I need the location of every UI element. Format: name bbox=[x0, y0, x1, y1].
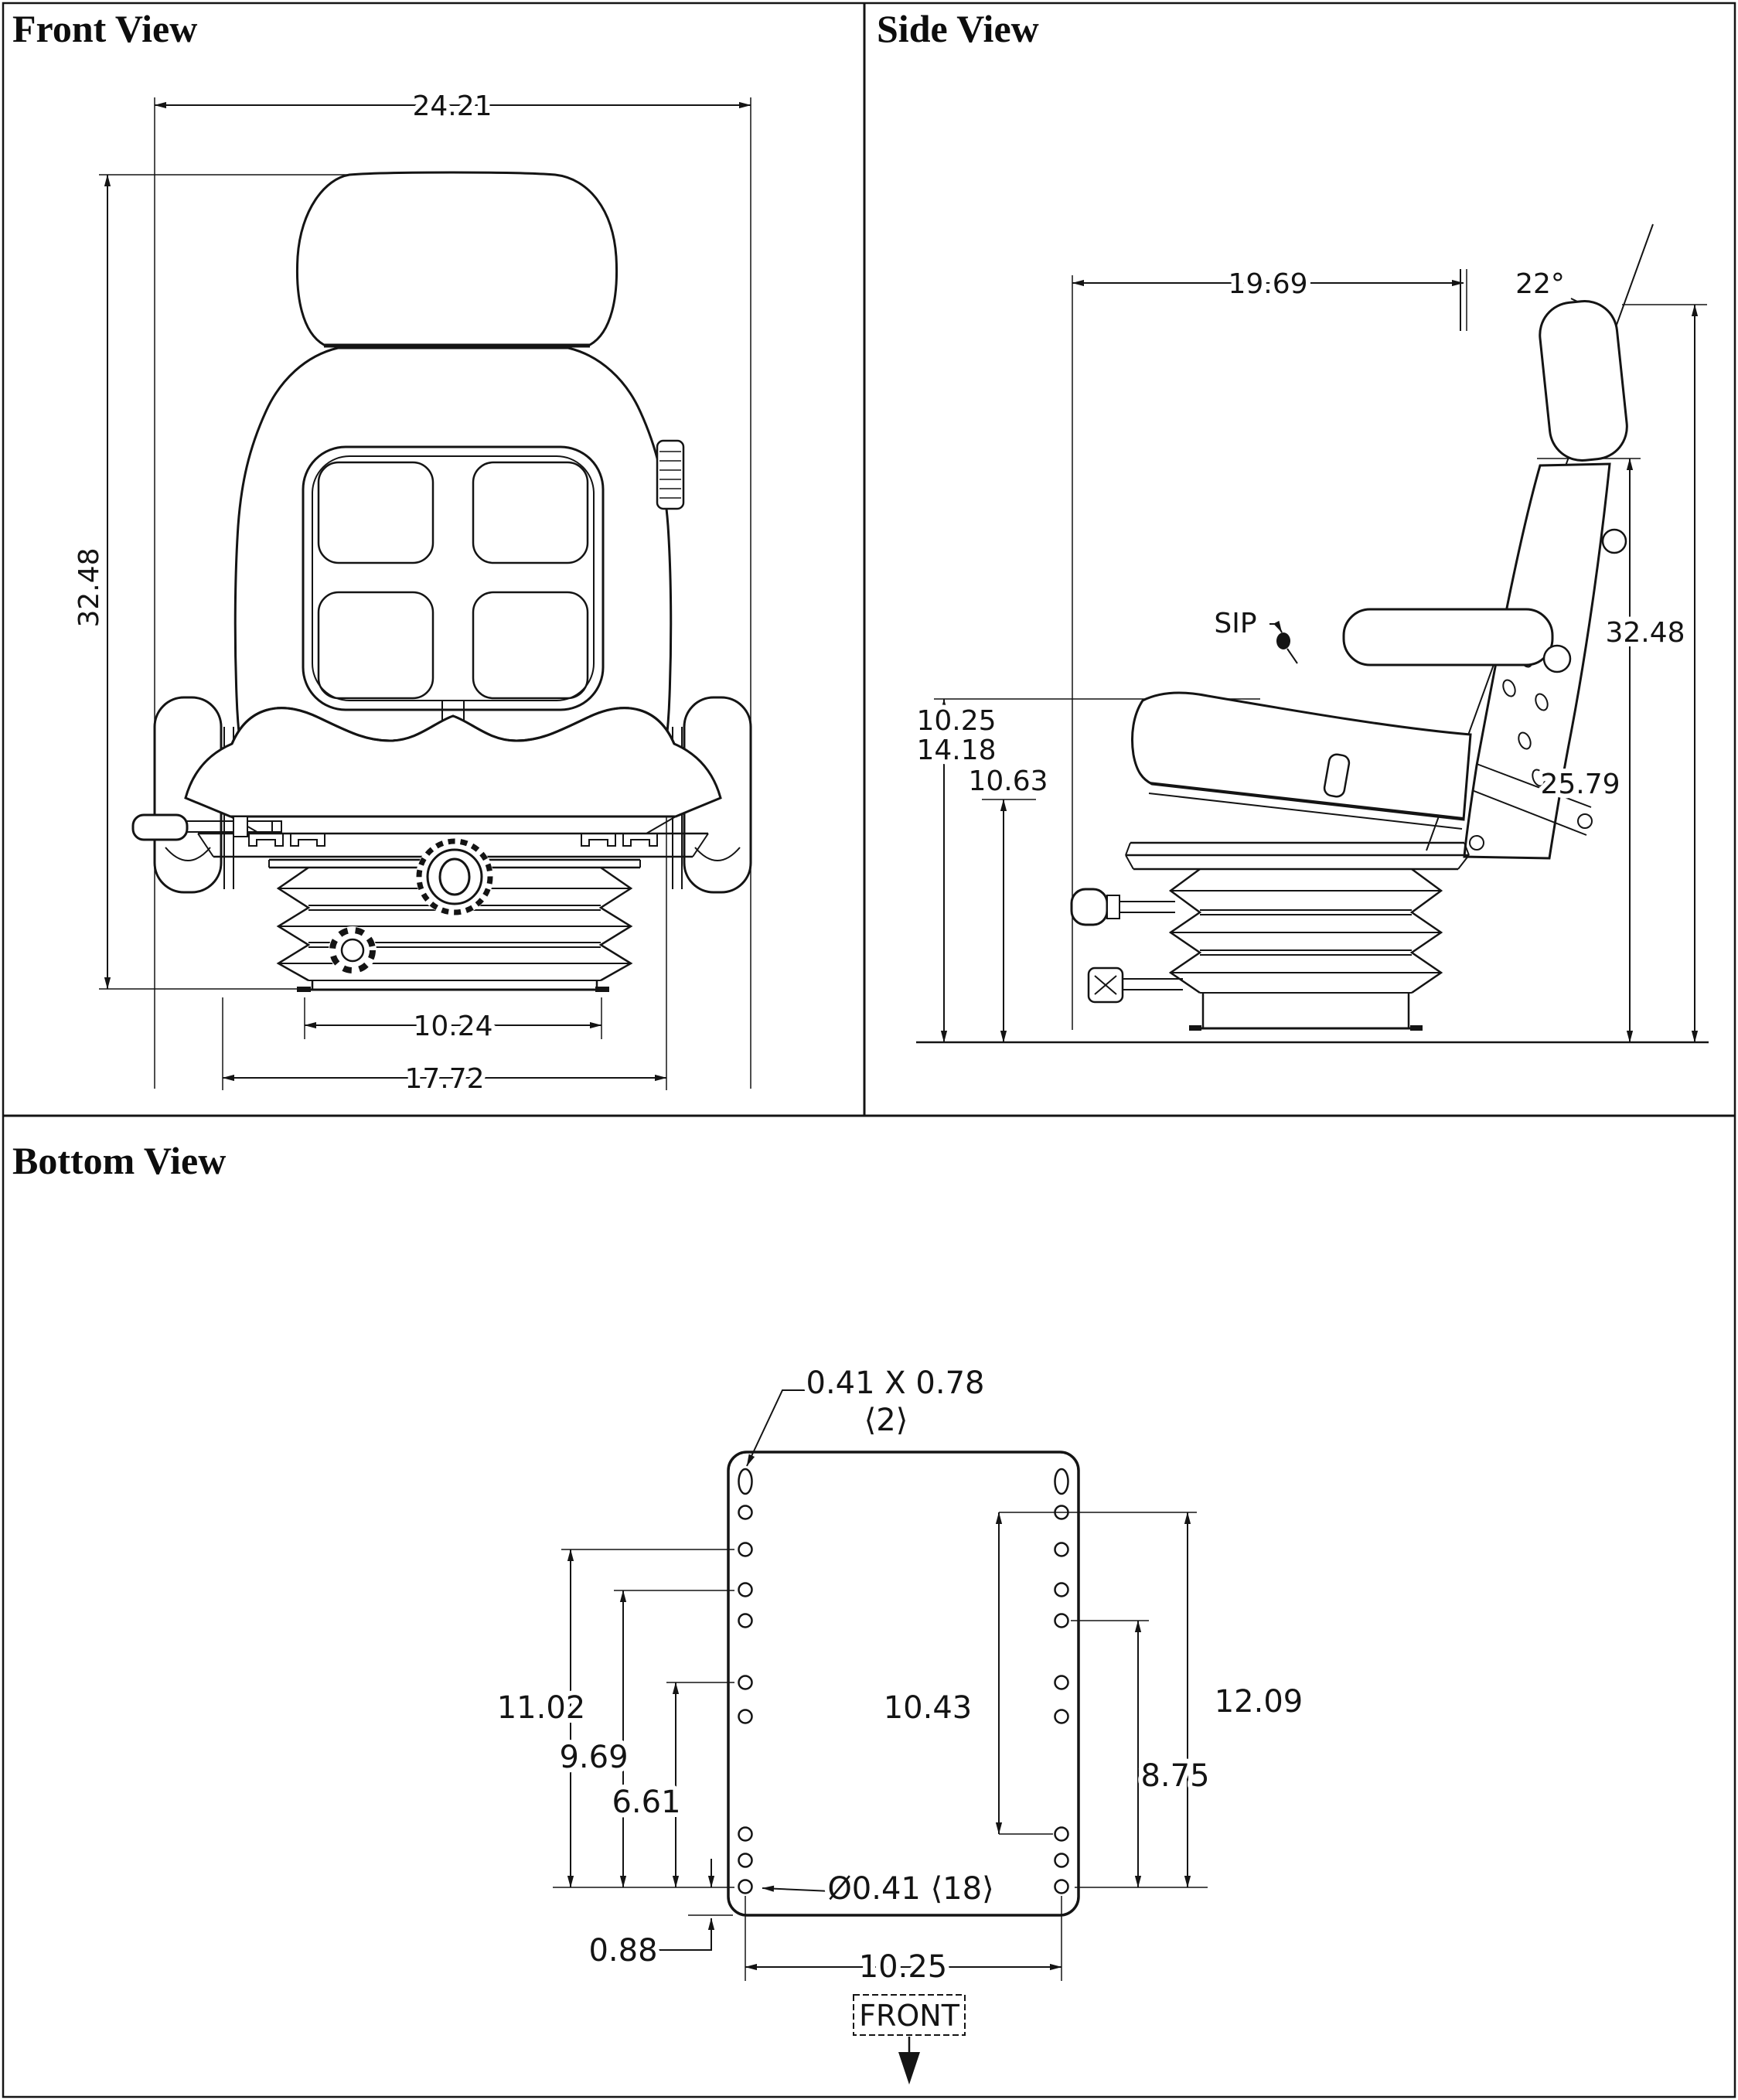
front-direction-indicator bbox=[854, 1995, 965, 2085]
dim-overall-width: 24.21 bbox=[412, 90, 492, 122]
sip-marker bbox=[1269, 624, 1297, 663]
dim-sip-lower: 14.18 bbox=[916, 735, 997, 766]
dim-rail-width: 17.72 bbox=[404, 1063, 485, 1095]
front-direction-arrow bbox=[898, 2052, 920, 2085]
armrest-pivot bbox=[1544, 646, 1570, 672]
seat-cushion bbox=[186, 708, 721, 816]
dim-right-mid: 8.75 bbox=[1140, 1758, 1210, 1794]
dim-cushion-height: 10.63 bbox=[968, 765, 1048, 797]
side-view-title: Side View bbox=[877, 7, 1039, 50]
side-cushion bbox=[1133, 693, 1471, 820]
dim-sip-upper: 10.25 bbox=[916, 705, 997, 737]
front-view bbox=[12, 7, 751, 1095]
dim-hole-span: 10.25 bbox=[858, 1949, 948, 1985]
recline-thumbwheel bbox=[657, 441, 683, 509]
side-view bbox=[877, 7, 1709, 1042]
dim-left-inner: 6.61 bbox=[612, 1785, 681, 1820]
dim-backrest-height: 25.79 bbox=[1540, 769, 1620, 800]
bottom-view-title: Bottom View bbox=[12, 1139, 227, 1182]
mounting-plate bbox=[728, 1452, 1079, 1915]
dim-depth: 19.69 bbox=[1228, 268, 1308, 300]
air-valve-knob bbox=[416, 838, 493, 915]
dim-left-mid: 9.69 bbox=[559, 1740, 629, 1775]
sip-label: SIP bbox=[1214, 608, 1257, 639]
dim-overall-height: 32.48 bbox=[73, 547, 105, 628]
front-seat-drawing bbox=[133, 172, 751, 992]
side-suspension bbox=[1072, 843, 1469, 1002]
bottom-view bbox=[12, 1139, 1303, 2085]
dim-right-outer: 12.09 bbox=[1214, 1684, 1304, 1720]
star-knob bbox=[329, 926, 377, 974]
slot-size-label: 0.41 X 0.78 bbox=[806, 1365, 985, 1401]
dim-center-span: 10.43 bbox=[883, 1690, 973, 1726]
dim-base-width: 10.24 bbox=[413, 1011, 493, 1042]
front-view-title: Front View bbox=[12, 7, 198, 50]
side-seat-drawing bbox=[1072, 298, 1630, 1031]
dim-side-overall-height: 32.48 bbox=[1605, 617, 1685, 649]
height-knob bbox=[1072, 889, 1107, 925]
front-direction-label: FRONT bbox=[859, 1999, 959, 2033]
side-headrest bbox=[1537, 298, 1631, 463]
side-armrest bbox=[1344, 609, 1552, 665]
dim-edge-offset: 0.88 bbox=[588, 1933, 658, 1969]
recline-knob bbox=[1603, 530, 1626, 553]
slot-qty-label: ⟨2⟩ bbox=[864, 1403, 908, 1438]
hole-note-label: Ø0.41 ⟨18⟩ bbox=[827, 1871, 994, 1907]
dim-backrest-angle: 22° bbox=[1515, 268, 1565, 300]
dim-left-outer: 11.02 bbox=[496, 1690, 586, 1726]
headrest bbox=[297, 172, 616, 345]
sip-point bbox=[1276, 632, 1290, 649]
side-bellows bbox=[1171, 869, 1441, 1031]
